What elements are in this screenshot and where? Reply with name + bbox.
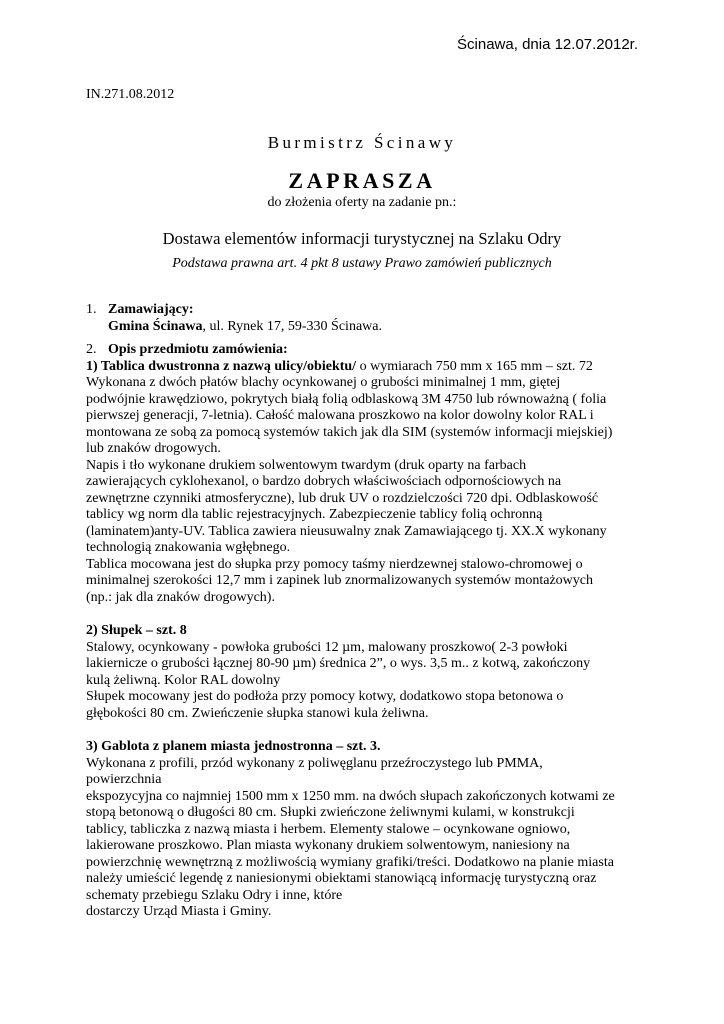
item-heading: 1) Tablica dwustronna z nazwą ulicy/obiektu/ — [86, 358, 357, 374]
text-line: Napis i tło wykonane drukiem solwentowym twardym (druk oparty na farbach — [86, 457, 527, 473]
text-line: Stalowy, ocynkowany - powłoka grubości 12 µm, malowany proszkowo( 2-3 powłoki — [86, 639, 568, 655]
authority-name: Gmina Ścinawa — [108, 318, 203, 334]
legal-basis: Podstawa prawna art. 4 pkt 8 ustawy Prawo zamówień publicznych — [172, 256, 552, 271]
text-line: lakierowane proszkowo. Plan miasta wykonany drukiem solwentowym, naniesiony na — [86, 838, 570, 853]
item-2-description — [86, 640, 646, 723]
document-body — [86, 302, 646, 921]
section-1-heading-row — [86, 302, 646, 319]
text-line: (laminatem)anty-UV. Tablica zawiera nieusuwalny znak Zamawiającego tj. XX.X wykonany — [86, 523, 607, 539]
text-line: ekspozycyjna co najmniej 1500 mm x 1250 mm. na dwóch słupach zakończonych kotwami ze — [86, 788, 615, 804]
text-line: pierwszej generacji, 7-letnia). Całość malowana proszkowo na kolor dowolny kolor RAL i — [86, 408, 594, 423]
authority-title: Burmistrz Ścinawy — [267, 133, 457, 152]
item-heading-tail: o wymiarach 750 mm x 165 mm – szt. 72 — [356, 358, 593, 374]
section-number: 2. — [86, 342, 97, 357]
text-line: montowana ze sobą za pomocą systemów takich jak dla SIM (systemów informacji miejskiej) — [86, 424, 613, 440]
text-line: kulą żeliwną. Kolor RAL dowolny — [86, 672, 281, 688]
text-line: Wykonana z profili, przód wykonany z poliwęglanu przeźroczystego lub PMMA, — [86, 755, 543, 771]
section-2-heading-row — [86, 342, 646, 359]
task-name: Dostawa elementów informacji turystycznej na Szlaku Odry — [162, 229, 562, 248]
item-3-description — [86, 756, 646, 921]
text-line: tablicy wg norm dla tablic rejestracyjnych. Zabezpieczenie tablicy folią ochronną — [86, 507, 543, 522]
reference-number: IN.271.08.2012 — [86, 87, 175, 102]
text-line: Tablica mocowana jest do słupka przy pomocy taśmy nierdzewnej stalowo-chromowej o — [86, 556, 583, 572]
item-2-heading: 2) Słupek – szt. 8 — [86, 623, 187, 638]
section-heading: Opis przedmiotu zamówienia: — [108, 342, 288, 357]
text-line: Słupek mocowany jest do podłoża przy pomocy kotwy, dodatkowo stopa betonowa o — [86, 689, 564, 704]
text-line: powierzchnię wewnętrzną z możliwością wymiany grafiki/treści. Dodatkowo na planie miasta — [86, 854, 614, 870]
text-line: tablicy, tabliczka z nazwą miasta i herbem. Elementy stalowe – ocynkowane ogniowo, — [86, 821, 571, 837]
main-title: ZAPRASZA — [288, 168, 436, 193]
text-line: powierzchnia — [86, 772, 162, 787]
item-3-heading: 3) Gablota z planem miasta jednostronna – szt. 3. — [86, 739, 381, 754]
text-line: zawierających cyklohexanol, o bardzo dobrych właściwościach odpornościowych na — [86, 474, 562, 489]
text-line: dostarczy Urząd Miasta i Gminy. — [86, 904, 272, 919]
contracting-authority — [86, 319, 646, 336]
item-1-description — [86, 375, 646, 606]
text-line: należy umieścić legendę z naniesionymi obiektami stanowiącą informację turystyczną oraz — [86, 871, 597, 886]
place-date: Ścinawa, dnia 12.07.2012r. — [457, 36, 638, 53]
section-number: 1. — [86, 302, 97, 317]
authority-address: , ul. Rynek 17, 59-330 Ścinawa. — [202, 318, 382, 334]
subtitle: do złożenia oferty na zadanie pn.: — [267, 195, 457, 210]
text-line: Wykonana z dwóch płatów blachy ocynkowanej o grubości minimalnej 1 mm, giętej — [86, 375, 561, 390]
text-line: stopą betonową o długości 80 cm. Słupki zwieńczone żeliwnymi kulami, w konstrukcji — [86, 805, 575, 820]
text-line: podwójnie krawędziowo, pokrytych białą folią odblaskową 3M 4750 lub równoważną ( folia — [86, 391, 607, 407]
text-line: głębokości 80 cm. Zwieńczenie słupka stanowi kula żeliwna. — [86, 705, 429, 721]
text-line: minimalnej szerokości 12,7 mm i zapinek lub znormalizowanych systemów montażowych — [86, 573, 593, 588]
text-line: lub znaków drogowych. — [86, 441, 221, 456]
text-line: (np.: jak dla znaków drogowych). — [86, 589, 275, 605]
section-heading: Zamawiający: — [108, 302, 194, 317]
text-line: lakiernicze o grubości łącznej 80-90 µm) średnica 2”, o wys. 3,5 m.. z kotwą, zakończony — [86, 656, 591, 671]
text-line: schematy przebiegu Szlaku Odry i inne, które — [86, 887, 343, 903]
text-line: zewnętrzne czynniki atmosferyczne), lub druk UV o rozdzielczości 720 dpi. Odblaskowość — [86, 490, 599, 506]
item-1-heading — [86, 359, 646, 376]
text-line: technologią znakowania wgłębnego. — [86, 540, 291, 555]
